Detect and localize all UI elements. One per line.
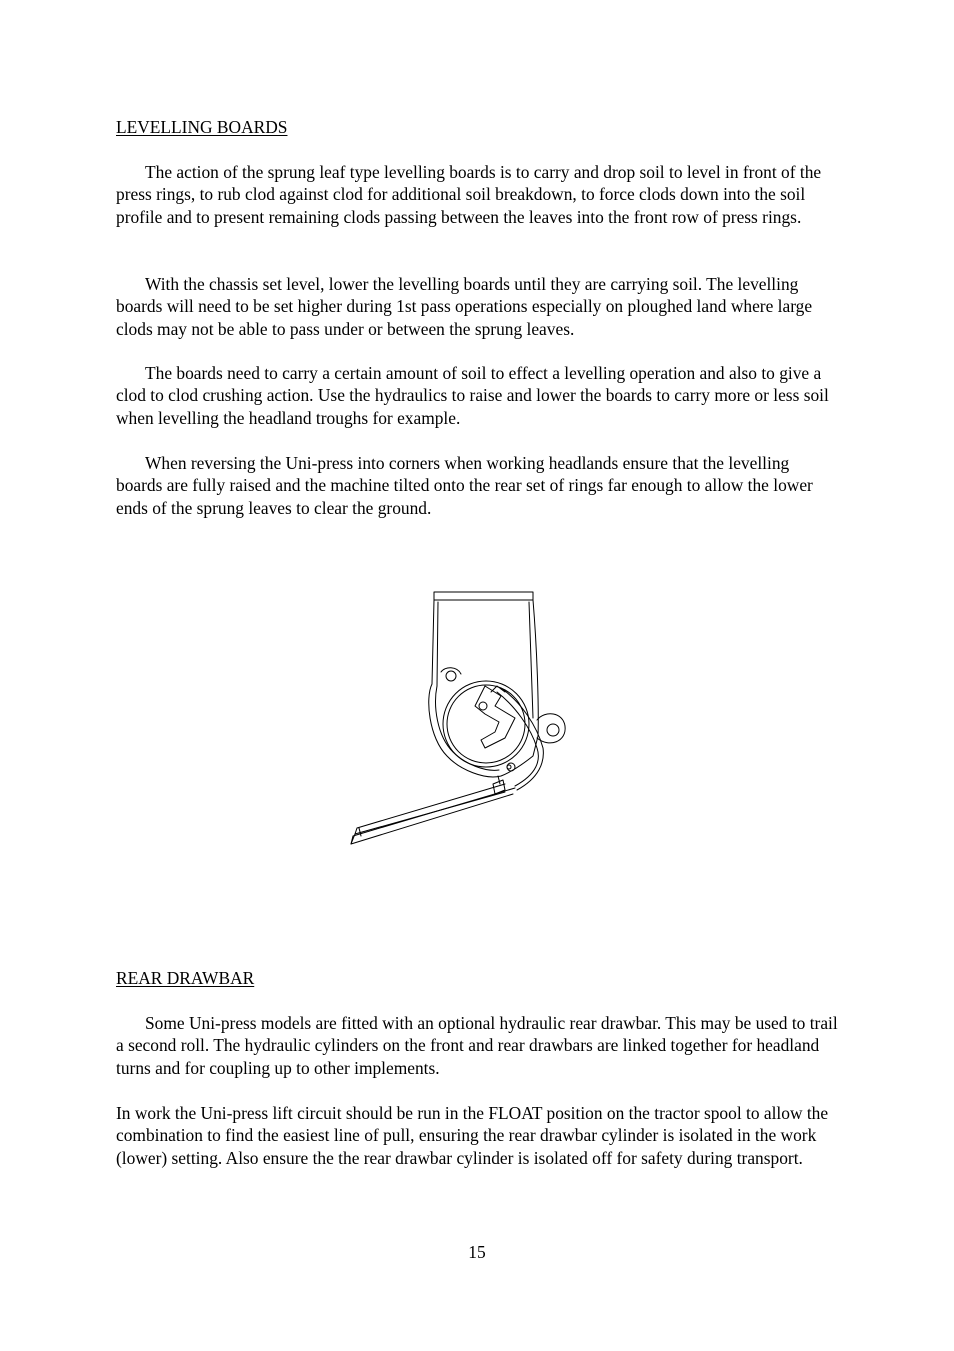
section-heading-levelling-boards: LEVELLING BOARDS — [116, 117, 288, 137]
diagram-bracket-inner-edge — [436, 602, 499, 770]
levelling-paragraph-1: The action of the sprung leaf type levelling boards is to carry and drop soil to level in front of the press rings, to rub clod against clod for additional soil breakdown, to force clods down into the soil profile and to present remaining clods passing between the leaves into the front row of press rings. — [116, 162, 822, 227]
drawbar-paragraph-2: In work the Uni-press lift circuit should be run in the FLOAT position on the tractor spool to allow the combination to find the easiest line of pull, ensuring the rear drawbar cylinder is isolated in the work (lower) setting. Also ensure the the rear drawbar cylinder is isolated off for safety during transport. — [116, 1103, 829, 1168]
diagram-top-plate — [434, 592, 533, 600]
levelling-board-diagram — [345, 588, 570, 850]
diagram-ear-right — [537, 714, 565, 743]
diagram-ear-hole-right — [547, 724, 559, 736]
section-heading-rear-drawbar: REAR DRAWBAR — [116, 968, 255, 988]
diagram-levelling-leaf-upper — [355, 784, 505, 834]
diagram-main-disc — [443, 681, 529, 767]
levelling-paragraph-3: The boards need to carry a certain amount of soil to effect a levelling operation and also to give a clod to clod crushing action. Use the hydraulics to raise and lower the boards to carry more or less soil when levelling the headland troughs for example. — [116, 363, 829, 428]
drawbar-paragraph-1: Some Uni-press models are fitted with an optional hydraulic rear drawbar. This may be used to trail a second roll. The hydraulic cylinders on the front and rear drawbars are linked together for headland turns and for coupling up to other implements. — [116, 1013, 838, 1078]
levelling-paragraph-2: With the chassis set level, lower the levelling boards until they are carrying soil. The levelling boards will need to be set higher during 1st pass operations especially on ploughed land where large clods may not be able to pass under or between the sprung leaves. — [116, 274, 813, 339]
page-number: 15 — [468, 1242, 486, 1262]
diagram-inner-bracket — [475, 686, 515, 748]
levelling-paragraph-4: When reversing the Uni-press into corners when working headlands ensure that the levelling boards are fully raised and the machine tilted onto the rear set of rings far enough to allow the lower ends of the sprung leaves to clear the ground. — [116, 453, 813, 518]
diagram-ear-hole-left — [446, 671, 456, 681]
